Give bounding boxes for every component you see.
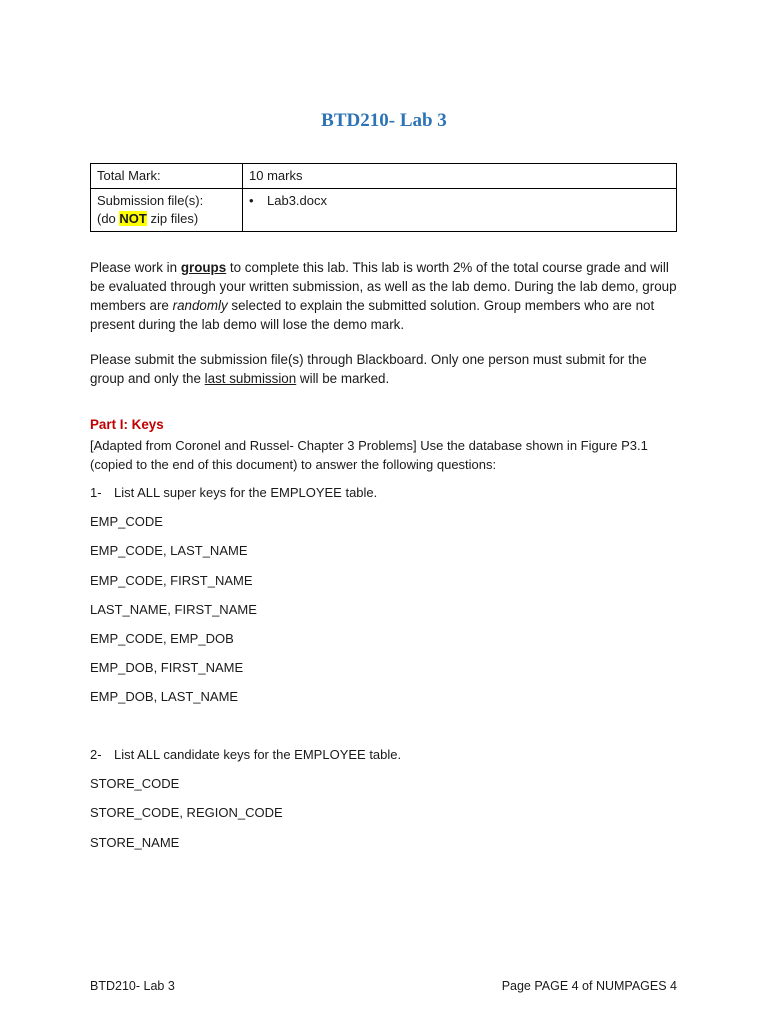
answer-line: EMP_DOB, FIRST_NAME bbox=[90, 660, 244, 675]
answer-line: EMP_DOB, LAST_NAME bbox=[90, 689, 239, 704]
randomly-emphasis: randomly bbox=[172, 298, 228, 313]
last-submission-emphasis: last submission bbox=[204, 371, 297, 386]
table-row bbox=[91, 164, 677, 189]
answer-line: STORE_CODE bbox=[90, 776, 180, 791]
part1-heading: Part I: Keys bbox=[90, 417, 164, 432]
intro-text: Please submit the submission file(s) through Blackboard. Only one person must submit for the group and only the bbox=[90, 352, 647, 386]
answer-line: EMP_CODE, EMP_DOB bbox=[90, 631, 234, 646]
submission-files-value bbox=[243, 189, 677, 232]
intro-paragraph-2 bbox=[90, 350, 680, 388]
total-mark-label: Total Mark: bbox=[91, 164, 243, 189]
submission-filename: Lab3.docx bbox=[267, 193, 327, 208]
submission-info-table bbox=[90, 163, 677, 232]
submission-note-pre: (do bbox=[97, 211, 120, 226]
answer-line: EMP_CODE, FIRST_NAME bbox=[90, 573, 253, 588]
question-2 bbox=[90, 747, 401, 763]
groups-emphasis: groups bbox=[180, 260, 227, 275]
submission-note-post: zip files) bbox=[146, 211, 199, 226]
question-number: 1- bbox=[90, 485, 102, 500]
footer-page-number: Page PAGE 4 of NUMPAGES 4 bbox=[501, 979, 677, 993]
intro-text: Please work in bbox=[90, 260, 181, 275]
submission-files-label-line1: Submission file(s): bbox=[97, 193, 204, 208]
question-number: 2- bbox=[90, 747, 102, 762]
bullet-icon: • bbox=[249, 193, 254, 208]
document-title: BTD210- Lab 3 bbox=[321, 110, 447, 131]
answer-line: EMP_CODE, LAST_NAME bbox=[90, 543, 248, 558]
answer-line: STORE_CODE, REGION_CODE bbox=[90, 805, 283, 820]
intro-text: selected to explain the submitted solution. Group members who are not present during the lab demo will lose the demo mark. bbox=[90, 298, 655, 332]
intro-text: will be marked. bbox=[296, 371, 390, 386]
highlighted-not: NOT bbox=[119, 211, 147, 226]
part1-description: [Adapted from Coronel and Russel- Chapter 3 Problems] Use the database shown in Figure P3.1 (copied to the end of this document) to answer the following questions: bbox=[90, 438, 648, 472]
total-mark-value: 10 marks bbox=[243, 164, 677, 189]
intro-paragraph-1 bbox=[90, 258, 680, 334]
question-text: List ALL super keys for the EMPLOYEE table. bbox=[114, 485, 378, 500]
table-row bbox=[91, 189, 677, 232]
answer-line: EMP_CODE bbox=[90, 514, 163, 529]
footer-left: BTD210- Lab 3 bbox=[90, 979, 175, 993]
intro-text: to complete this lab. This lab is worth 2% of the total course grade and will be evaluated through your written submission, as well as the lab demo. During the lab demo, group members are bbox=[90, 260, 677, 313]
submission-files-label bbox=[91, 189, 243, 232]
question-1 bbox=[90, 485, 377, 501]
answer-line: LAST_NAME, FIRST_NAME bbox=[90, 602, 257, 617]
answer-line: STORE_NAME bbox=[90, 835, 180, 850]
question-text: List ALL candidate keys for the EMPLOYEE table. bbox=[114, 747, 402, 762]
